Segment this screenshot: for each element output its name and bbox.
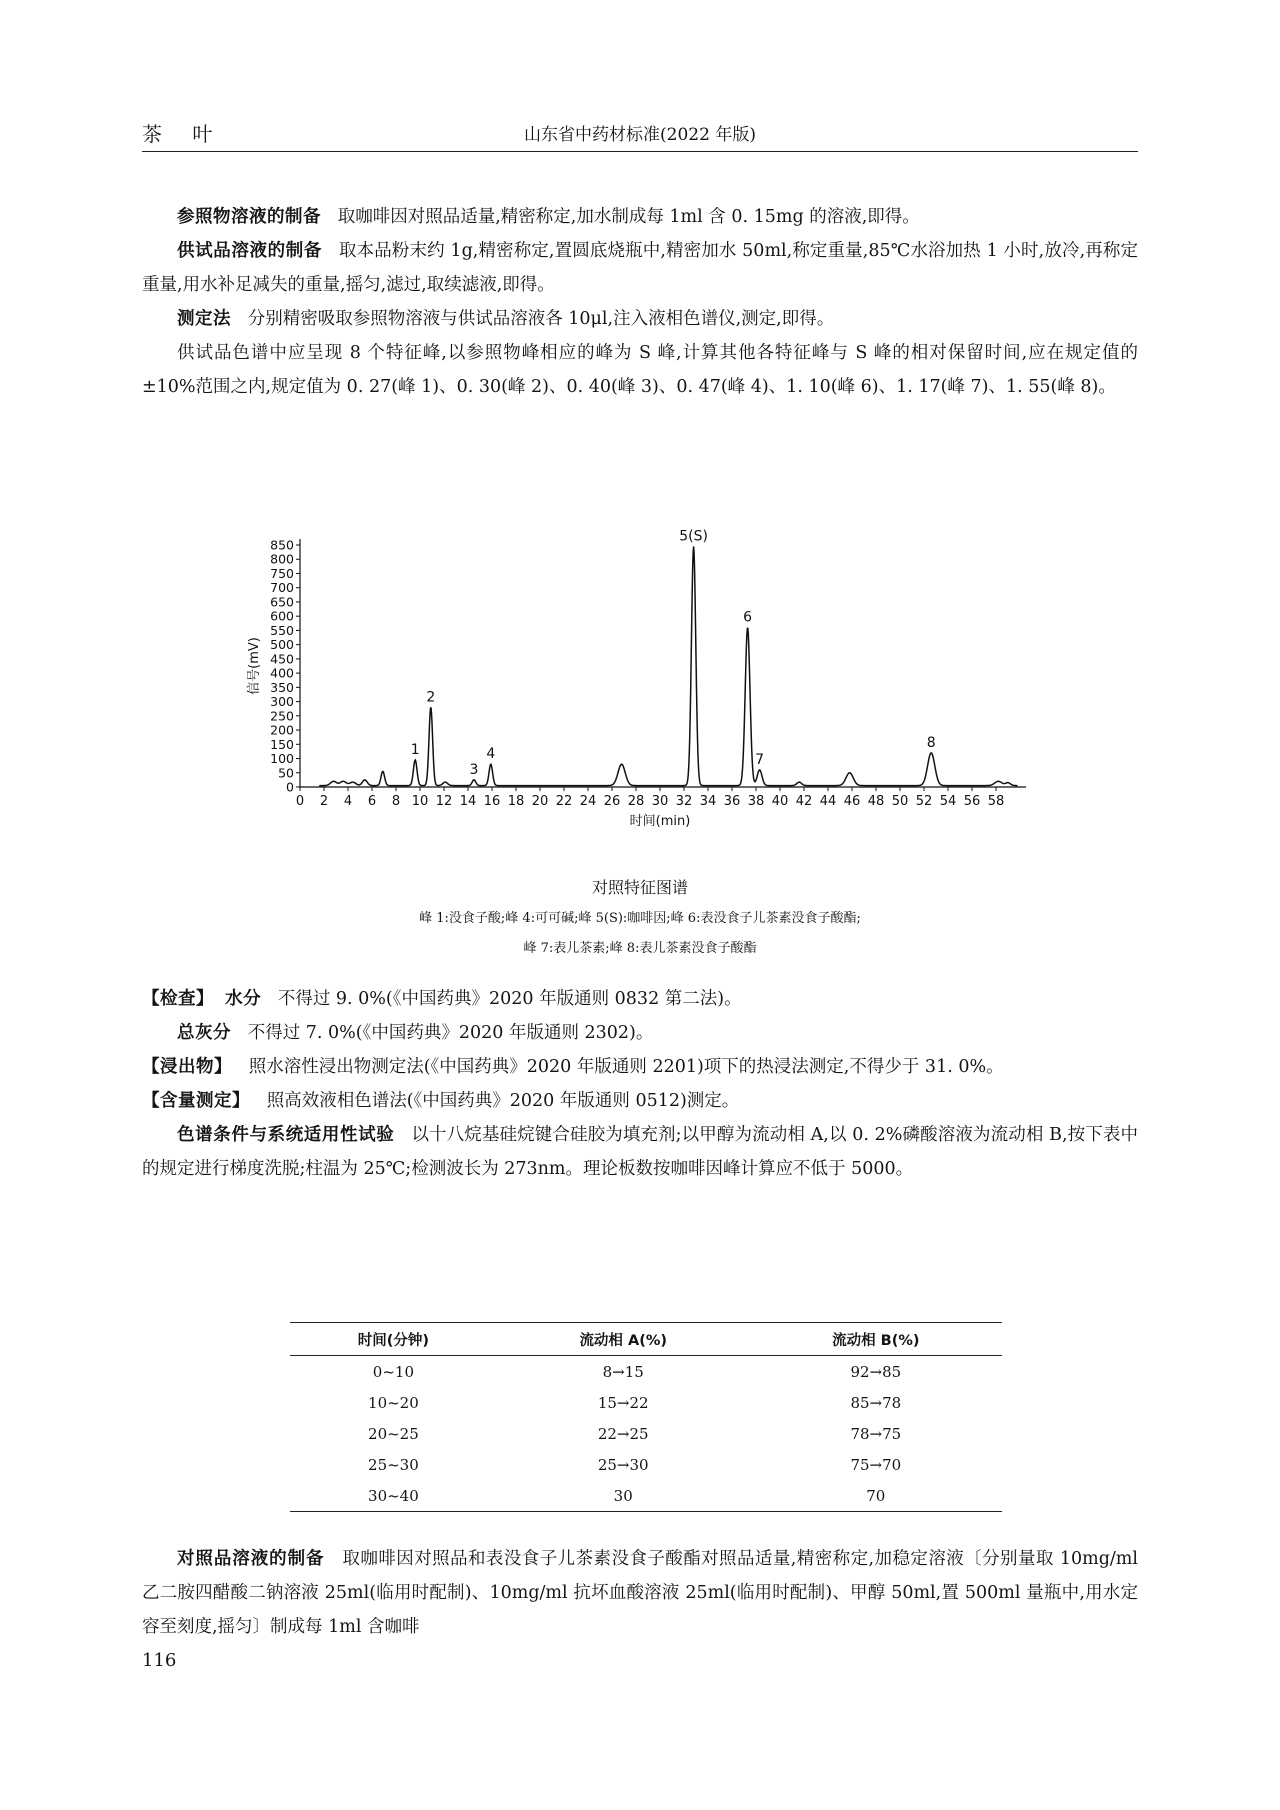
x-tick-label: 38 bbox=[747, 794, 765, 809]
table-cell: 78→75 bbox=[850, 1424, 902, 1443]
label-method: 测定法 bbox=[177, 309, 231, 329]
table-row bbox=[290, 1387, 1002, 1418]
label-chrom-conditions: 色谱条件与系统适用性试验 bbox=[177, 1125, 395, 1145]
text-test-solution: 取本品粉末约 1g,精密称定,置圆底烧瓶中,精密加水 50ml,称定重量,85℃水浴加热 1 小时,放冷,再称定重量,用水补足减失的重量,摇匀,滤过,取续滤液,即得。 bbox=[142, 241, 1139, 295]
peak-label: 8 bbox=[926, 734, 936, 751]
table-header-time: 时间(分钟) bbox=[290, 1323, 497, 1356]
figure-title: 对照特征图谱 bbox=[591, 878, 688, 897]
peak-label: 6 bbox=[743, 609, 753, 626]
y-tick-label: 600 bbox=[270, 608, 294, 624]
table-cell: 20~25 bbox=[368, 1424, 419, 1443]
x-tick-label: 12 bbox=[435, 794, 453, 809]
label-test-solution: 供试品溶液的制备 bbox=[177, 241, 322, 261]
label-ref-solution: 参照物溶液的制备 bbox=[177, 207, 321, 227]
x-tick-label: 14 bbox=[459, 794, 477, 809]
label-check: 【检查】 bbox=[142, 989, 214, 1009]
running-header-section: 茶 叶 bbox=[142, 122, 225, 146]
x-tick-label: 58 bbox=[987, 794, 1005, 809]
header-rule bbox=[142, 151, 1138, 152]
text-method: 分别精密吸取参照物溶液与供试品溶液各 10μl,注入液相色谱仪,测定,即得。 bbox=[247, 309, 835, 329]
paragraph-ash bbox=[142, 1016, 1138, 1050]
x-tick-label: 10 bbox=[411, 794, 429, 809]
top-text-block bbox=[142, 200, 1138, 404]
text-ref-solution: 取咖啡因对照品适量,精密称定,加水制成每 1ml 含 0. 15mg 的溶液,即得。 bbox=[337, 207, 920, 227]
table-cell: 0~10 bbox=[372, 1362, 414, 1381]
table-cell: 15→22 bbox=[597, 1393, 649, 1412]
y-tick-label: 150 bbox=[270, 736, 294, 752]
peak-label: 1 bbox=[410, 741, 420, 758]
paragraph-ref-solution bbox=[142, 200, 1138, 234]
tests-text-block bbox=[142, 982, 1138, 1186]
y-tick-label: 450 bbox=[270, 651, 294, 667]
label-ref-standard: 对照品溶液的制备 bbox=[177, 1549, 325, 1569]
x-tick-label: 22 bbox=[555, 794, 573, 809]
y-tick-label: 350 bbox=[270, 679, 294, 695]
table-cell: 8→15 bbox=[602, 1362, 644, 1381]
paragraph-moisture bbox=[142, 982, 1138, 1016]
text-extract: 照水溶性浸出物测定法(《中国药典》2020 年版通则 2201)项下的热浸法测定,不得少于 31. 0%。 bbox=[248, 1057, 1004, 1077]
text-ref-standard: 取咖啡因对照品和表没食子儿茶素没食子酸酯对照品适量,精密称定,加稳定溶液〔分别量取 10mg/ml 乙二胺四醋酸二钠溶液 25ml(临用时配制)、10mg/ml 抗坏血酸溶液 25ml(临用时配制)、甲醇 50ml,置 500ml 量瓶中,用水定容至刻度,摇匀〕制成每 1ml 含咖啡 bbox=[142, 1549, 1138, 1637]
x-tick-label: 54 bbox=[939, 794, 957, 809]
y-tick-label: 250 bbox=[270, 708, 294, 724]
x-tick-label: 34 bbox=[699, 794, 717, 809]
text-assay: 照高效液相色谱法(《中国药典》2020 年版通则 0512)测定。 bbox=[266, 1091, 740, 1111]
y-tick-label: 500 bbox=[270, 637, 294, 653]
y-tick-label: 750 bbox=[270, 565, 294, 581]
chromatogram-trace bbox=[319, 546, 1017, 785]
y-tick-label: 400 bbox=[270, 665, 294, 681]
figure-legend-line-2: 峰 7:表儿茶素;峰 8:表儿茶素没食子酸酯 bbox=[523, 941, 757, 956]
x-tick-label: 26 bbox=[603, 794, 621, 809]
table-row bbox=[290, 1480, 1002, 1512]
table-row bbox=[290, 1449, 1002, 1480]
table-header-phase-b: 流动相 B(%) bbox=[750, 1323, 1002, 1356]
table-cell: 92→85 bbox=[850, 1362, 902, 1381]
x-tick-label: 32 bbox=[675, 794, 693, 809]
table-cell: 25~30 bbox=[368, 1455, 419, 1474]
y-tick-label: 200 bbox=[270, 722, 294, 738]
table-cell: 70 bbox=[750, 1480, 1002, 1512]
peak-label: 5(S) bbox=[679, 528, 708, 545]
y-tick-label: 700 bbox=[270, 580, 294, 596]
chromatogram-figure bbox=[240, 525, 1040, 865]
table-cell: 10~20 bbox=[368, 1393, 419, 1412]
running-header-title: 山东省中药材标准(2022 年版) bbox=[524, 125, 756, 145]
figure-legend-line-1: 峰 1:没食子酸;峰 4:可可碱;峰 5(S):咖啡因;峰 6:表没食子儿茶素没食子酸酯; bbox=[419, 911, 861, 926]
y-tick-label: 550 bbox=[270, 622, 294, 638]
peak-label: 3 bbox=[469, 761, 479, 778]
bottom-text-block bbox=[142, 1542, 1138, 1644]
x-axis-title: 时间(min) bbox=[629, 814, 691, 829]
x-tick-label: 0 bbox=[295, 794, 305, 809]
table-header-row bbox=[290, 1323, 1002, 1356]
table-row bbox=[290, 1418, 1002, 1449]
y-tick-label: 50 bbox=[278, 765, 294, 781]
paragraph-assay bbox=[142, 1084, 1138, 1118]
x-tick-label: 24 bbox=[579, 794, 597, 809]
x-tick-label: 8 bbox=[391, 794, 401, 809]
y-tick-label: 300 bbox=[270, 694, 294, 710]
paragraph-peaks: 供试品色谱中应呈现 8 个特征峰,以参照物峰相应的峰为 S 峰,计算其他各特征峰与 S 峰的相对保留时间,应在规定值的±10%范围之内,规定值为 0. 27(峰 1)、0. 30(峰 2)、0. 40(峰 3)、0. 47(峰 4)、1. 10(峰 6)、1. 17(峰 7)、1. 55(峰 8)。 bbox=[142, 343, 1138, 397]
peak-label: 2 bbox=[426, 689, 436, 706]
peak-label: 7 bbox=[755, 751, 765, 768]
x-tick-label: 2 bbox=[319, 794, 329, 809]
x-tick-label: 56 bbox=[963, 794, 981, 809]
x-tick-label: 36 bbox=[723, 794, 741, 809]
label-assay: 【含量测定】 bbox=[142, 1091, 250, 1111]
x-tick-label: 46 bbox=[843, 794, 861, 809]
x-tick-label: 4 bbox=[343, 794, 353, 809]
table-cell: 22→25 bbox=[597, 1424, 649, 1443]
x-tick-label: 20 bbox=[531, 794, 549, 809]
peak-label: 4 bbox=[486, 746, 496, 763]
label-ash: 总灰分 bbox=[177, 1023, 231, 1043]
table-header-phase-a: 流动相 A(%) bbox=[497, 1323, 750, 1356]
y-axis-title: 信号(mV) bbox=[247, 637, 262, 695]
y-tick-label: 0 bbox=[286, 779, 294, 795]
paragraph-method bbox=[142, 302, 1138, 336]
x-tick-label: 44 bbox=[819, 794, 837, 809]
x-tick-label: 30 bbox=[651, 794, 669, 809]
paragraph-test-solution bbox=[142, 234, 1138, 302]
y-tick-label: 650 bbox=[270, 594, 294, 610]
x-tick-label: 48 bbox=[867, 794, 885, 809]
label-moisture: 水分 bbox=[225, 989, 262, 1009]
gradient-table bbox=[290, 1322, 1002, 1512]
label-extract: 【浸出物】 bbox=[142, 1057, 232, 1077]
x-tick-label: 6 bbox=[367, 794, 377, 809]
text-moisture: 不得过 9. 0%(《中国药典》2020 年版通则 0832 第二法)。 bbox=[277, 989, 742, 1009]
paragraph-chrom-conditions bbox=[142, 1118, 1138, 1186]
table-cell: 85→78 bbox=[850, 1393, 902, 1412]
x-tick-label: 52 bbox=[915, 794, 933, 809]
paragraph-ref-standard bbox=[142, 1542, 1138, 1644]
x-tick-label: 28 bbox=[627, 794, 645, 809]
chromatogram-svg bbox=[240, 525, 1040, 865]
table-cell: 30 bbox=[497, 1480, 750, 1512]
x-tick-label: 40 bbox=[771, 794, 789, 809]
table-cell: 25→30 bbox=[597, 1455, 649, 1474]
page-number: 116 bbox=[142, 1650, 177, 1671]
x-tick-label: 50 bbox=[891, 794, 909, 809]
y-tick-label: 100 bbox=[270, 751, 294, 767]
table-row bbox=[290, 1356, 1002, 1388]
table-cell: 30~40 bbox=[290, 1480, 497, 1512]
y-tick-label: 800 bbox=[270, 551, 294, 567]
text-chrom-conditions: 以十八烷基硅烷键合硅胶为填充剂;以甲醇为流动相 A,以 0. 2%磷酸溶液为流动相 B,按下表中的规定进行梯度洗脱;柱温为 25℃;检测波长为 273nm。理论板数按咖啡因峰计算应不低于 5000。 bbox=[142, 1125, 1139, 1179]
table-cell: 75→70 bbox=[850, 1455, 902, 1474]
x-tick-label: 18 bbox=[507, 794, 525, 809]
y-tick-label: 850 bbox=[270, 537, 294, 553]
text-ash: 不得过 7. 0%(《中国药典》2020 年版通则 2302)。 bbox=[247, 1023, 654, 1043]
paragraph-extract bbox=[142, 1050, 1138, 1084]
x-tick-label: 42 bbox=[795, 794, 813, 809]
x-tick-label: 16 bbox=[483, 794, 501, 809]
